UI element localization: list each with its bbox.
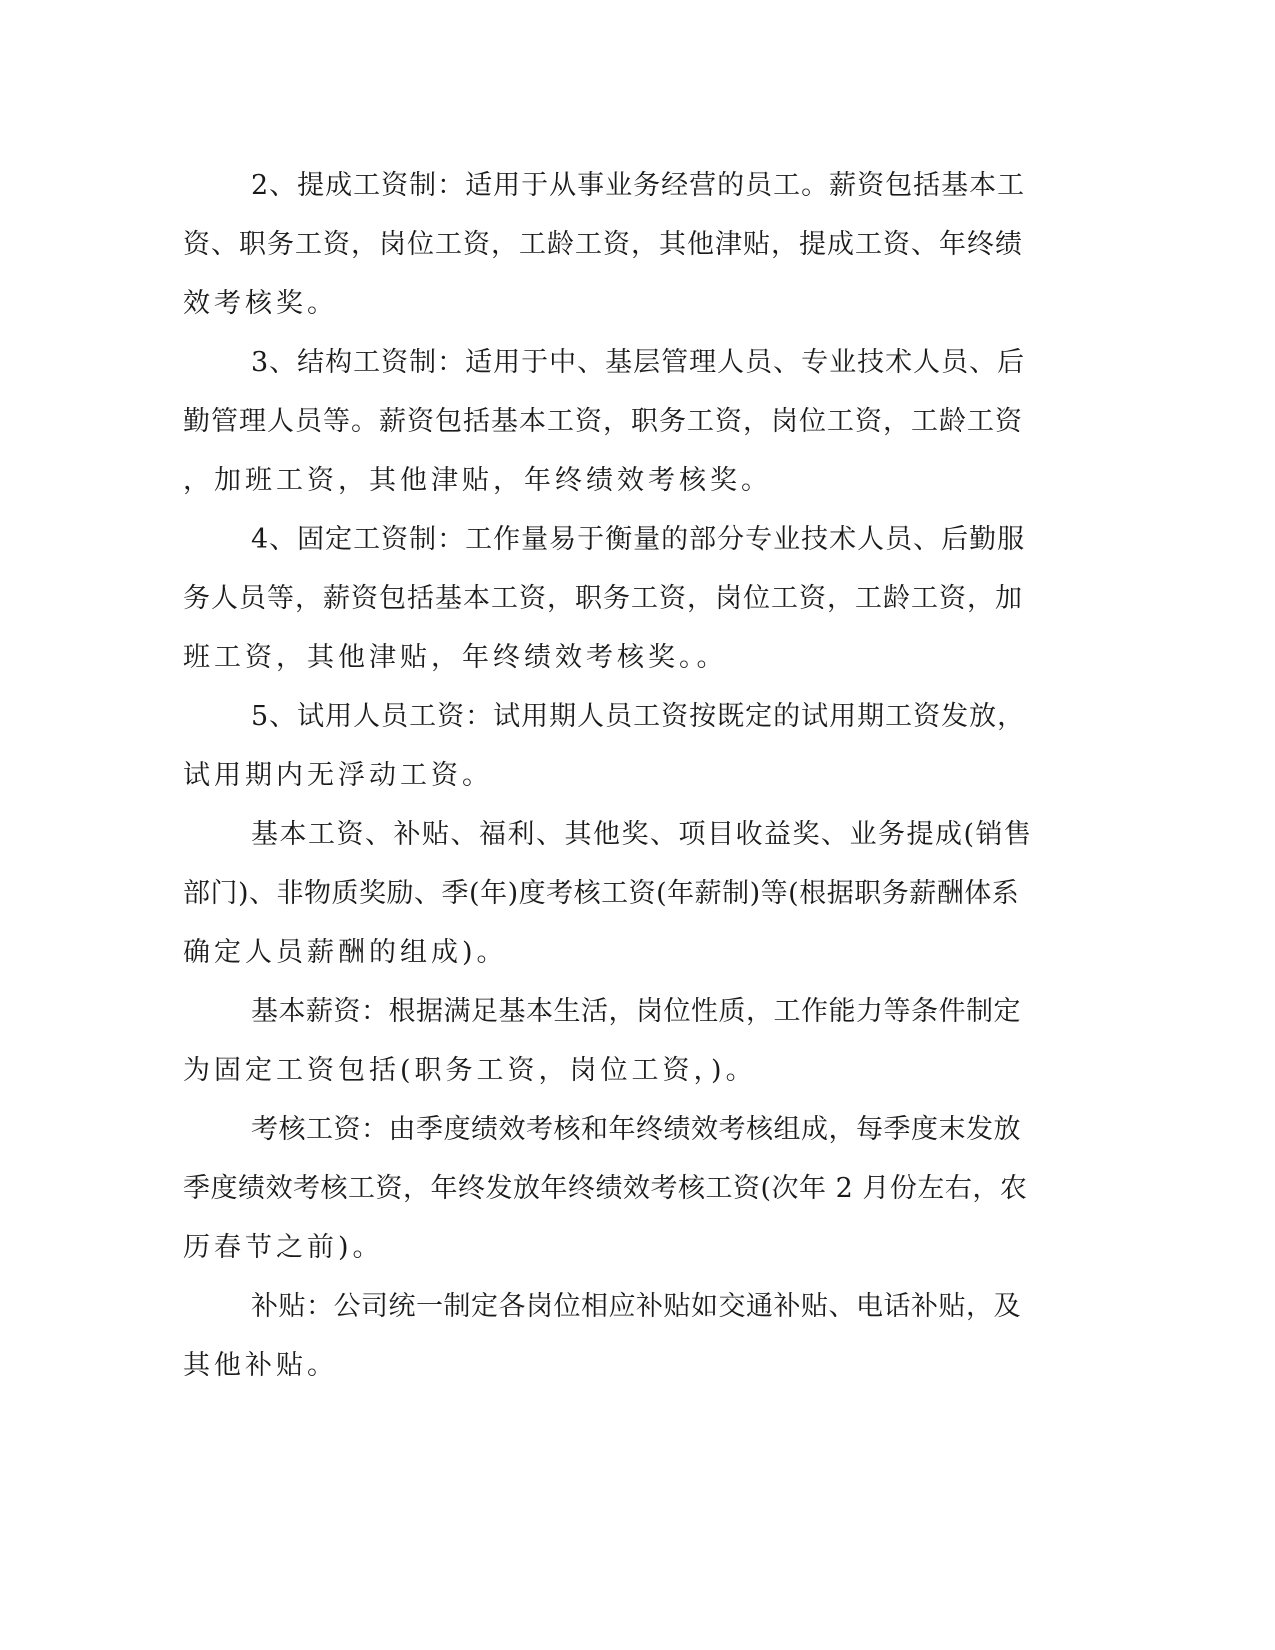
- text-line: 试用期内无浮动工资。: [183, 760, 493, 791]
- text-line: 季度绩效考核工资，年终发放年终绩效考核工资(次年 2 月份左右，农: [183, 1173, 1028, 1204]
- text-line: 效考核奖。: [183, 288, 338, 319]
- text-line: 5、试用人员工资：试用期人员工资按既定的试用期工资发放，: [251, 701, 1026, 732]
- text-line: 补贴：公司统一制定各岗位相应补贴如交通补贴、电话补贴，及: [251, 1291, 1021, 1322]
- text-line: 4、固定工资制：工作量易于衡量的部分专业技术人员、后勤服: [251, 524, 1026, 555]
- text-line: 勤管理人员等。薪资包括基本工资，职务工资，岗位工资，工龄工资: [183, 406, 1023, 437]
- text-line: 历春节之前)。: [183, 1232, 384, 1263]
- text-line: 务人员等，薪资包括基本工资，职务工资，岗位工资，工龄工资，加: [183, 583, 1023, 614]
- text-line: ，加班工资，其他津贴，年终绩效考核奖。: [183, 465, 772, 496]
- text-line: 资、职务工资，岗位工资，工龄工资，其他津贴，提成工资、年终绩: [183, 229, 1023, 260]
- text-line: 基本工资、补贴、福利、其他奖、项目收益奖、业务提成(销售: [251, 819, 1033, 850]
- text-line: 为固定工资包括(职务工资，岗位工资，)。: [183, 1055, 757, 1086]
- text-line: 确定人员薪酬的组成)。: [183, 937, 508, 968]
- text-line: 考核工资：由季度绩效考核和年终绩效考核组成，每季度末发放: [251, 1114, 1021, 1145]
- text-line: 2、提成工资制：适用于从事业务经营的员工。薪资包括基本工: [251, 170, 1026, 201]
- text-line: 班工资，其他津贴，年终绩效考核奖。。: [183, 642, 728, 673]
- document-body: [183, 156, 1033, 1395]
- text-line: 3、结构工资制：适用于中、基层管理人员、专业技术人员、后: [251, 347, 1026, 378]
- text-line: 基本薪资：根据满足基本生活，岗位性质，工作能力等条件制定: [251, 996, 1021, 1027]
- text-line: 部门)、非物质奖励、季(年)度考核工资(年薪制)等(根据职务薪酬体系: [183, 878, 1020, 909]
- text-line: 其他补贴。: [183, 1350, 338, 1381]
